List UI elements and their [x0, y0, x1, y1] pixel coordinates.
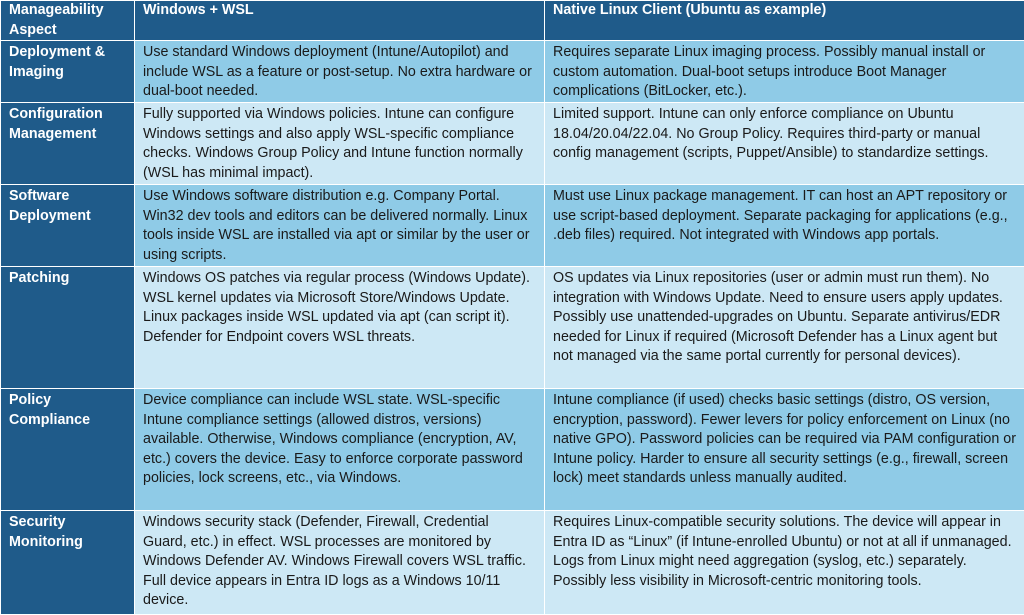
windows-cell: Windows OS patches via regular process (Windows Update). WSL kernel updates via Microsoft Store/Windows Update. Linux packages inside WSL updated via apt (can script it). Defender for Endpoint covers WSL threats. [135, 267, 545, 389]
windows-cell: Use standard Windows deployment (Intune/Autopilot) and include WSL as a feature or post-setup. No extra hardware or dual-boot needed. [135, 41, 545, 103]
header-native-linux: Native Linux Client (Ubuntu as example) [545, 1, 1024, 41]
windows-cell: Device compliance can include WSL state. WSL-specific Intune compliance settings (allowed distros, versions) available. Otherwise, Windows compliance (encryption, AV, etc.) covers the device. Easy to enforce corporate password policies, lock screens, etc., via Windows. [135, 389, 545, 511]
row-aspect: Patching [1, 267, 135, 389]
linux-cell: Intune compliance (if used) checks basic settings (distro, OS version, encryption, password). Fewer levers for policy enforcement on Linux (no native GPO). Password policies can be required via PAM configuration or Intune policy. Harder to ensure all security settings (e.g., firewall, screen lock) meet standards unless manually audited. [545, 389, 1024, 511]
row-aspect: Policy Compliance [1, 389, 135, 511]
header-windows-wsl: Windows + WSL [135, 1, 545, 41]
table-row [1, 41, 1024, 103]
table-row [1, 389, 1024, 511]
linux-cell: Limited support. Intune can only enforce compliance on Ubuntu 18.04/20.04/22.04. No Group Policy. Requires third-party or manual config management (scripts, Puppet/Ansible) to standardize settings. [545, 103, 1024, 185]
table-row [1, 267, 1024, 389]
linux-cell: OS updates via Linux repositories (user or admin must run them). No integration with Windows Update. Need to ensure users apply updates. Possibly use unattended-upgrades on Ubuntu. Separate antivirus/EDR needed for Linux if required (Microsoft Defender has a Linux agent but not managed via the same portal currently for personal devices). [545, 267, 1024, 389]
windows-cell: Windows security stack (Defender, Firewall, Credential Guard, etc.) in effect. WSL processes are monitored by Windows Defender AV. Windows Firewall covers WSL traffic. Full device appears in Entra ID logs as a Windows 10/11 device. [135, 511, 545, 615]
table-row [1, 511, 1024, 615]
table-row [1, 185, 1024, 267]
header-aspect: Manageability Aspect [1, 1, 135, 41]
windows-cell: Use Windows software distribution e.g. Company Portal. Win32 dev tools and editors can be delivered normally. Linux tools inside WSL are installed via apt or similar by the user or using scripts. [135, 185, 545, 267]
header-row [1, 1, 1024, 41]
windows-cell: Fully supported via Windows policies. Intune can configure Windows settings and also apply WSL-specific compliance checks. Windows Group Policy and Intune function normally (WSL has minimal impact). [135, 103, 545, 185]
linux-cell: Requires separate Linux imaging process. Possibly manual install or custom automation. Dual-boot setups introduce Boot Manager complications (BitLocker, etc.). [545, 41, 1024, 103]
row-aspect: Software Deployment [1, 185, 135, 267]
row-aspect: Security Monitoring [1, 511, 135, 615]
row-aspect: Configuration Management [1, 103, 135, 185]
linux-cell: Requires Linux-compatible security solutions. The device will appear in Entra ID as “Linux” (if Intune-enrolled Ubuntu) or not at all if unmanaged. Logs from Linux might need aggregation (syslog, etc.) separately. Possibly less visibility in Microsoft-centric monitoring tools. [545, 511, 1024, 615]
row-aspect: Deployment & Imaging [1, 41, 135, 103]
table-row [1, 103, 1024, 185]
linux-cell: Must use Linux package management. IT can host an APT repository or use script-based deployment. Separate packaging for applications (e.g., .deb files) required. Not integrated with Windows app portals. [545, 185, 1024, 267]
